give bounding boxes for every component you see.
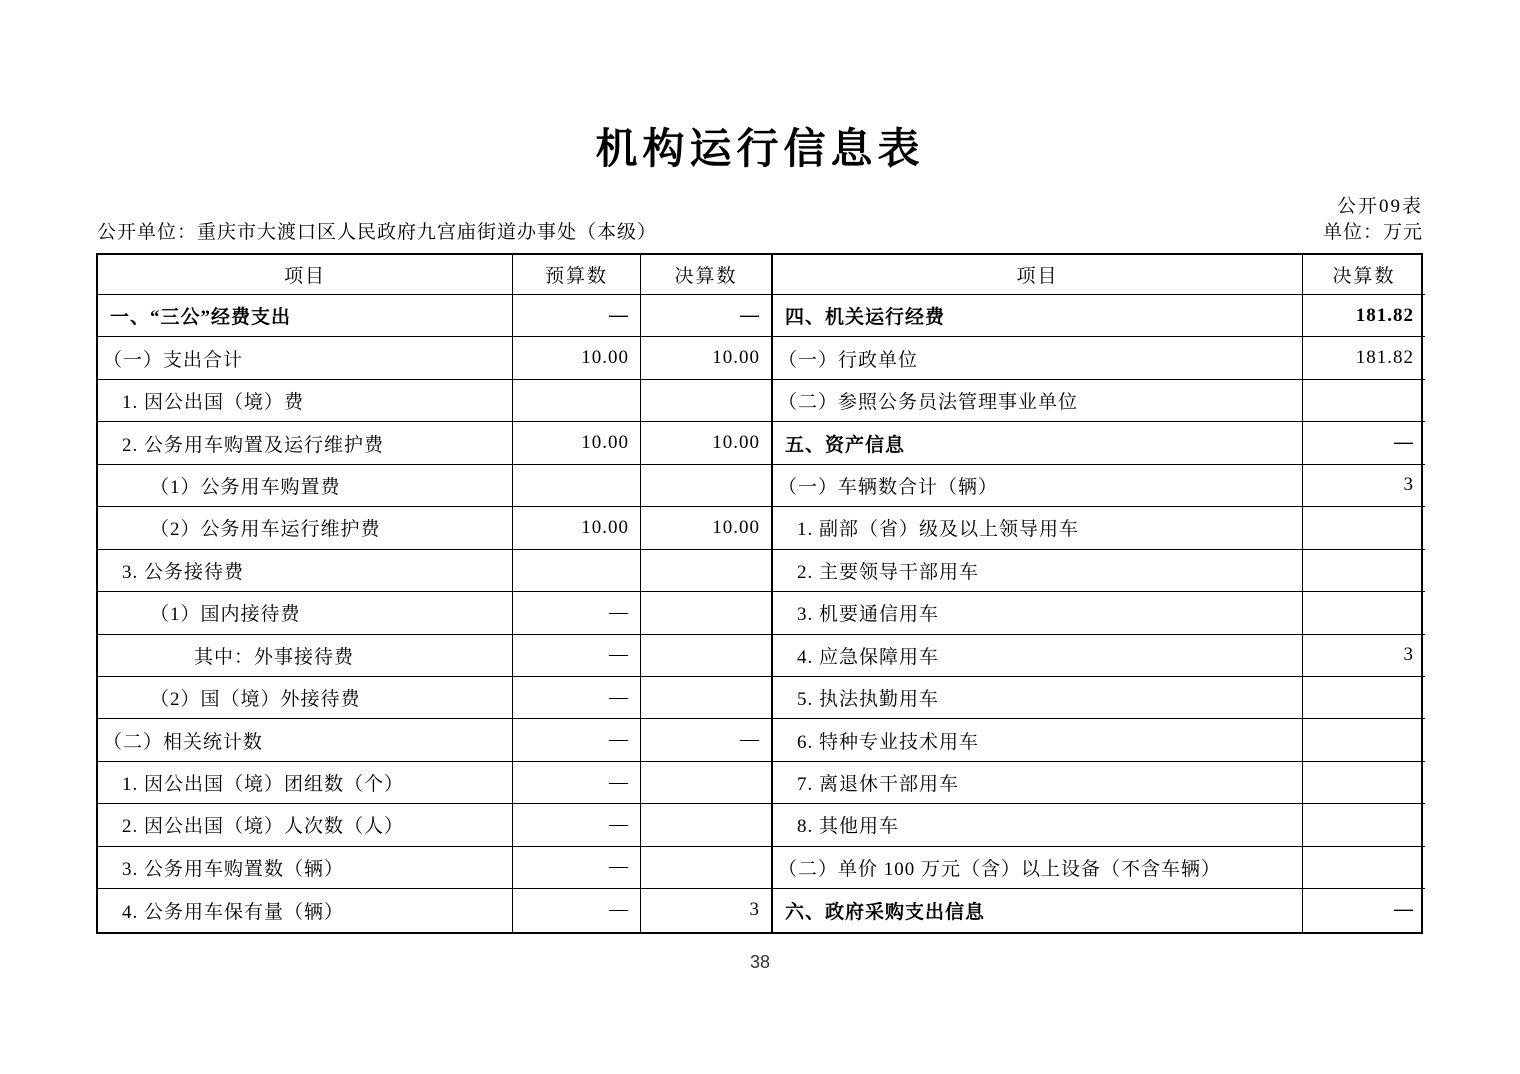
value-cell-final: 10.00	[641, 337, 773, 379]
value-cell-budget: —	[513, 677, 641, 719]
page-number: 38	[749, 952, 771, 972]
value-cell-budget: —	[513, 847, 641, 889]
item-cell-left: （一）支出合计	[98, 337, 513, 379]
value-cell-budget: —	[513, 804, 641, 846]
unit-label: 单位：万元	[1322, 222, 1423, 243]
value-cell-budget: —	[513, 762, 641, 804]
value-cell-budget: 10.00	[513, 507, 641, 549]
item-cell-right: 4. 应急保障用车	[773, 635, 1303, 677]
item-cell-left: 3. 公务用车购置数（辆）	[98, 847, 513, 889]
value-cell-final: 10.00	[641, 422, 773, 464]
value-cell-right-final: 181.82	[1303, 295, 1425, 337]
value-cell-budget: 10.00	[513, 422, 641, 464]
value-cell-final	[641, 465, 773, 507]
value-cell-final	[641, 762, 773, 804]
value-cell-final	[641, 804, 773, 846]
item-cell-right: （一）行政单位	[773, 337, 1303, 379]
page-title: 机构运行信息表	[595, 125, 925, 172]
item-cell-left: （1）国内接待费	[98, 592, 513, 634]
item-cell-right: 6. 特种专业技术用车	[773, 719, 1303, 761]
value-cell-right-final	[1303, 804, 1425, 846]
item-cell-left: 4. 公务用车保有量（辆）	[98, 889, 513, 931]
header-left-item: 项目	[98, 255, 513, 295]
value-cell-final	[641, 550, 773, 592]
header-final: 决算数	[641, 255, 773, 295]
header-budget: 预算数	[513, 255, 641, 295]
item-cell-right: 8. 其他用车	[773, 804, 1303, 846]
value-cell-budget: —	[513, 592, 641, 634]
meta-row	[97, 217, 1423, 244]
header-right-final: 决算数	[1303, 255, 1425, 295]
value-cell-right-final: 3	[1303, 465, 1425, 507]
item-cell-left: 2. 公务用车购置及运行维护费	[98, 422, 513, 464]
value-cell-right-final: —	[1303, 422, 1425, 464]
value-cell-budget: —	[513, 889, 641, 931]
value-cell-right-final: 181.82	[1303, 337, 1425, 379]
value-cell-budget	[513, 465, 641, 507]
item-cell-right: 7. 离退休干部用车	[773, 762, 1303, 804]
item-cell-left: 2. 因公出国（境）人次数（人）	[98, 804, 513, 846]
value-cell-budget	[513, 380, 641, 422]
value-cell-right-final	[1303, 380, 1425, 422]
item-cell-right: （二）参照公务员法管理事业单位	[773, 380, 1303, 422]
value-cell-final: —	[641, 719, 773, 761]
item-cell-left: 一、“三公”经费支出	[98, 295, 513, 337]
value-cell-final: 10.00	[641, 507, 773, 549]
value-cell-final	[641, 380, 773, 422]
item-cell-left: 1. 因公出国（境）团组数（个）	[98, 762, 513, 804]
item-cell-left: （2）国（境）外接待费	[98, 677, 513, 719]
value-cell-right-final: 3	[1303, 635, 1425, 677]
item-cell-left: （二）相关统计数	[98, 719, 513, 761]
item-cell-left: 3. 公务接待费	[98, 550, 513, 592]
item-cell-right: 5. 执法执勤用车	[773, 677, 1303, 719]
value-cell-final	[641, 677, 773, 719]
value-cell-final: 3	[641, 889, 773, 931]
value-cell-budget: 10.00	[513, 337, 641, 379]
value-cell-right-final	[1303, 719, 1425, 761]
value-cell-final	[641, 847, 773, 889]
item-cell-left: 1. 因公出国（境）费	[98, 380, 513, 422]
value-cell-right-final	[1303, 677, 1425, 719]
value-cell-final	[641, 592, 773, 634]
value-cell-right-final	[1303, 507, 1425, 549]
value-cell-final: —	[641, 295, 773, 337]
item-cell-right: （二）单价 100 万元（含）以上设备（不含车辆）	[773, 847, 1303, 889]
value-cell-right-final	[1303, 592, 1425, 634]
value-cell-right-final	[1303, 762, 1425, 804]
header-right-item: 项目	[773, 255, 1303, 295]
item-cell-right: （一）车辆数合计（辆）	[773, 465, 1303, 507]
item-cell-right: 3. 机要通信用车	[773, 592, 1303, 634]
item-cell-right: 2. 主要领导干部用车	[773, 550, 1303, 592]
value-cell-right-final	[1303, 847, 1425, 889]
item-cell-right: 五、资产信息	[773, 422, 1303, 464]
value-cell-budget: —	[513, 635, 641, 677]
value-cell-budget	[513, 550, 641, 592]
item-cell-left: 其中：外事接待费	[98, 635, 513, 677]
value-cell-right-final	[1303, 550, 1425, 592]
item-cell-right: 六、政府采购支出信息	[773, 889, 1303, 931]
value-cell-budget: —	[513, 719, 641, 761]
item-cell-right: 1. 副部（省）级及以上领导用车	[773, 507, 1303, 549]
value-cell-budget: —	[513, 295, 641, 337]
value-cell-right-final: —	[1394, 899, 1414, 921]
item-cell-right: 四、机关运行经费	[773, 295, 1303, 337]
table-code: 公开09表	[1336, 196, 1423, 217]
value-cell-final	[641, 635, 773, 677]
publisher-unit: 公开单位：重庆市大渡口区人民政府九宫庙街道办事处（本级）	[97, 222, 658, 243]
budget-table	[96, 253, 1423, 934]
item-cell-left: （2）公务用车运行维护费	[98, 507, 513, 549]
item-cell-left: （1）公务用车购置费	[98, 465, 513, 507]
